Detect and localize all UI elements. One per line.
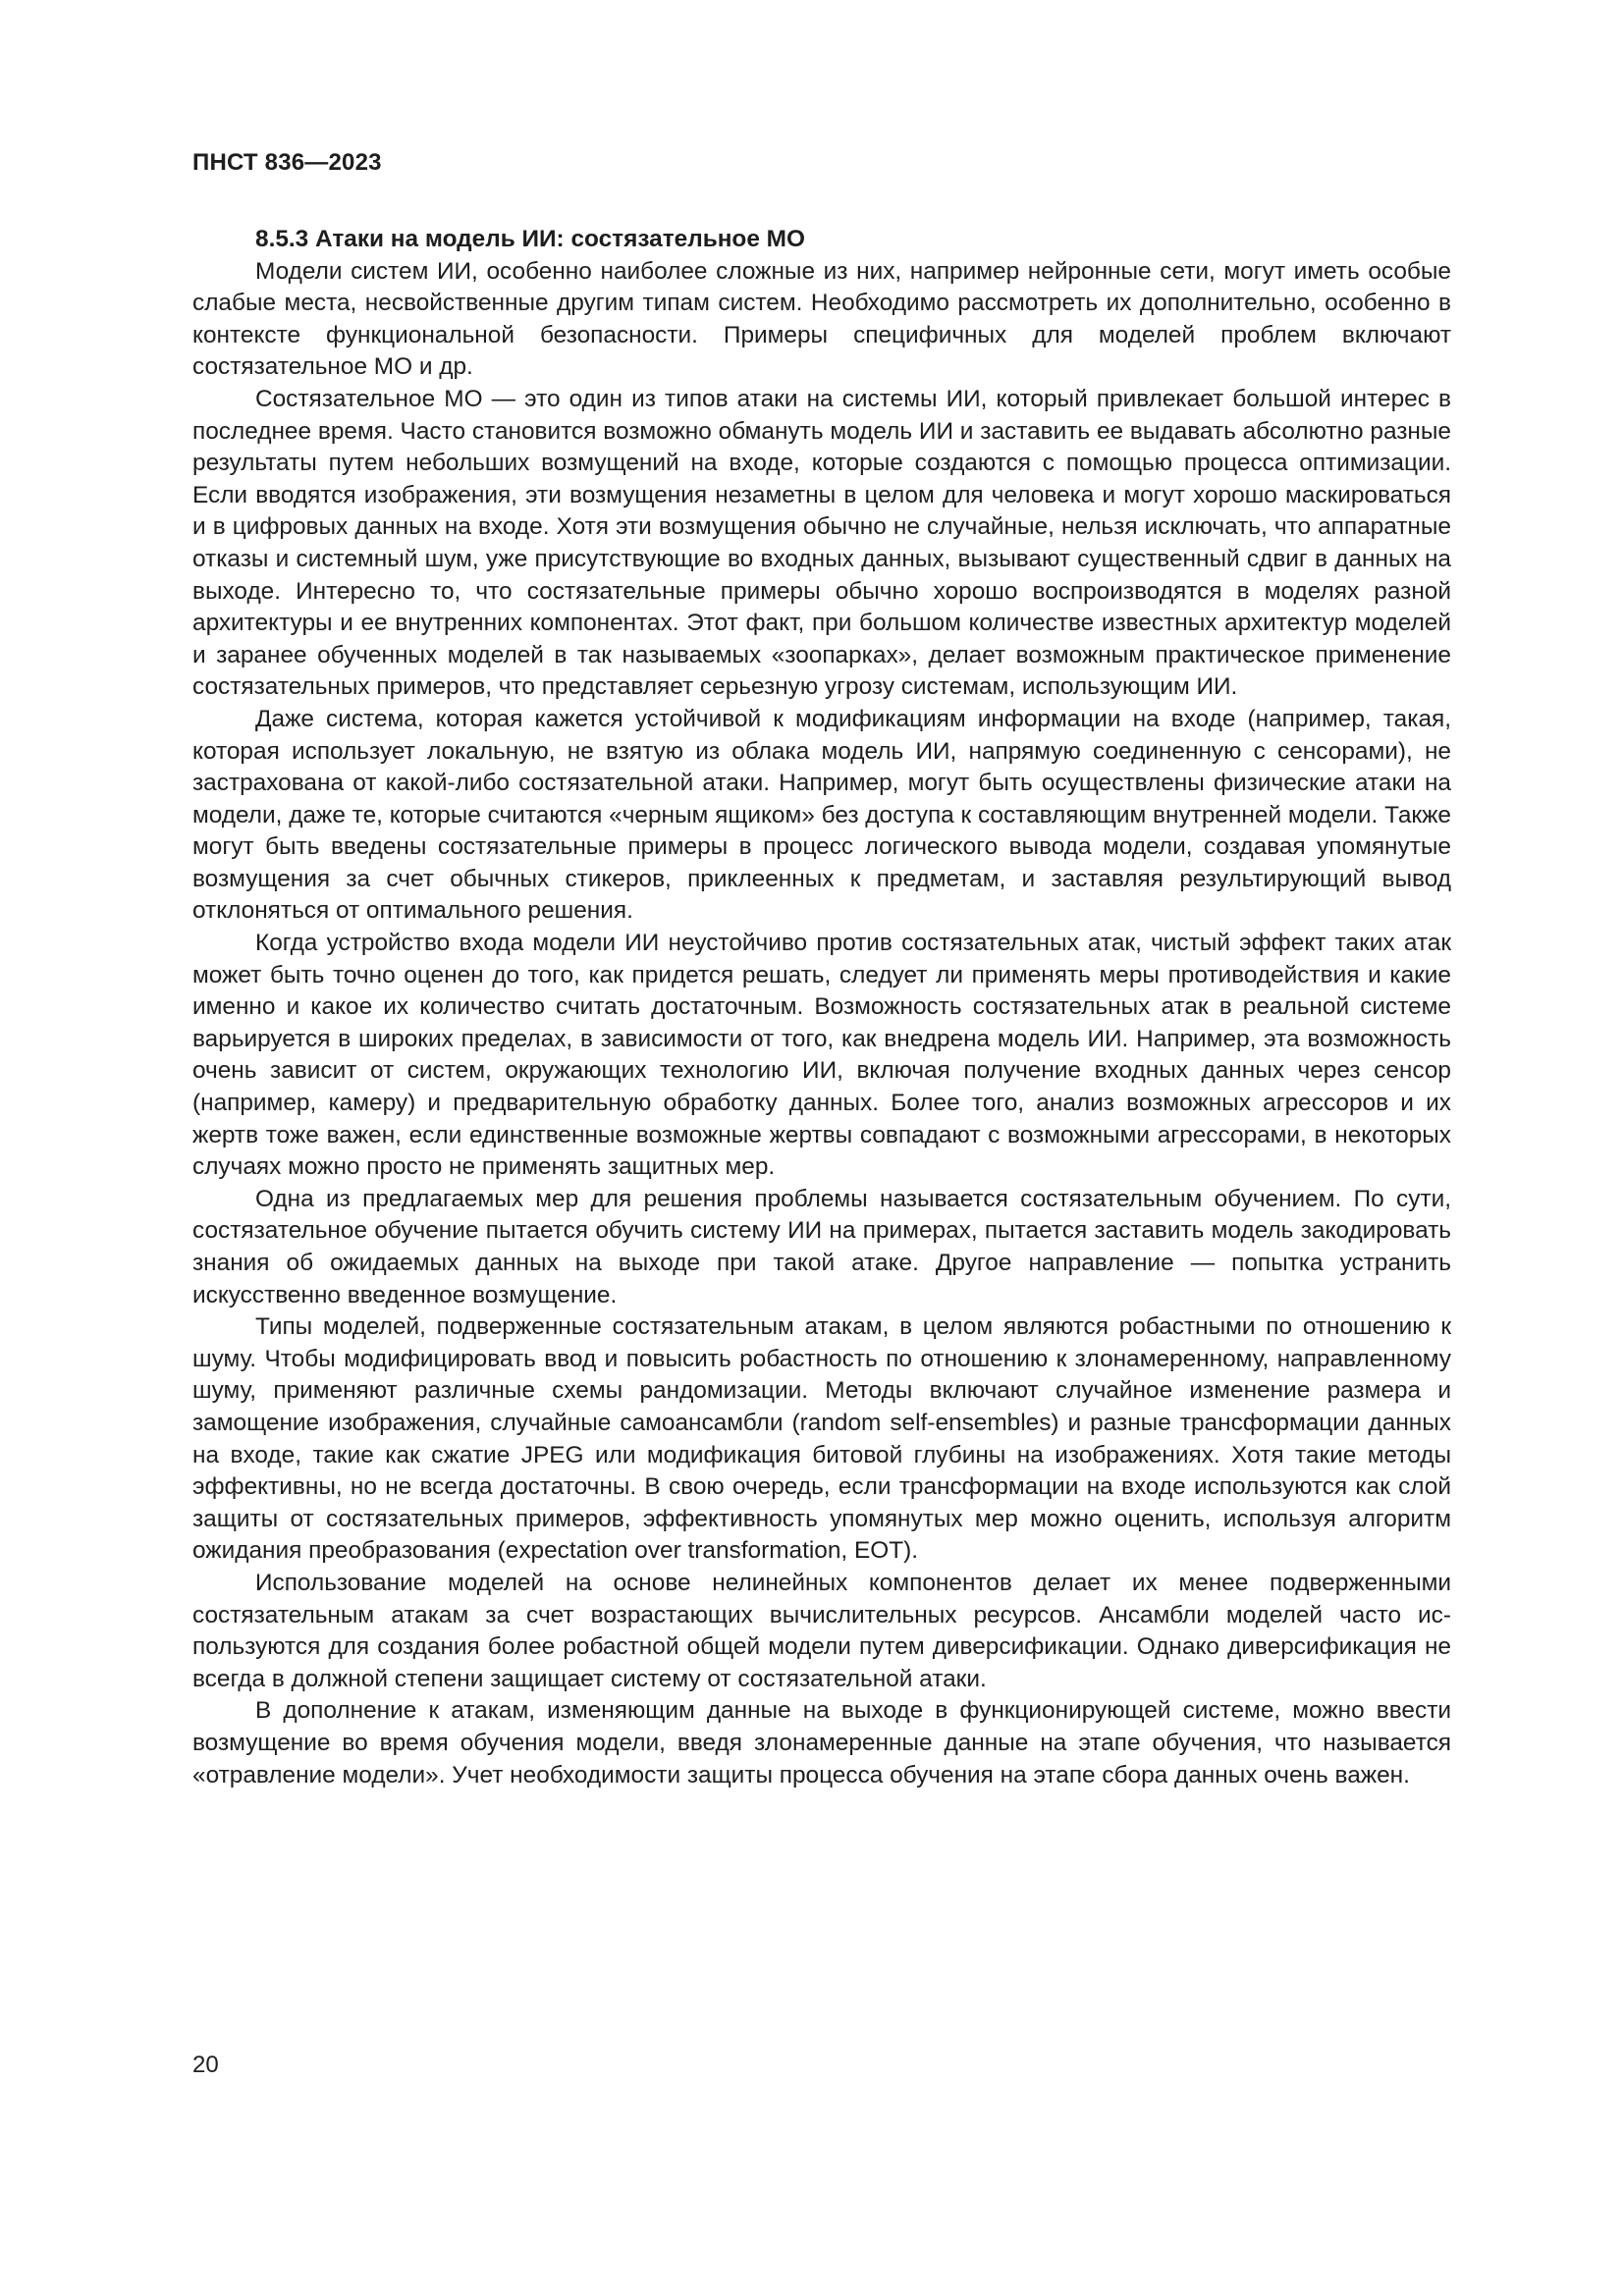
page-number: 20 <box>192 2052 219 2078</box>
paragraph-5: Одна из предлагаемых мер для решения проблемы называется состязательным обучением. По сути, состязательное обучение пытается обучить систему ИИ на примерах, пытается заставить модель закодировать знания об ожидаемых данных на выходе при такой атаке. Другое направление — попытка устранить искусственно введенное возмущение. <box>192 1185 1451 1308</box>
paragraph-2: Состязательное МО — это один из типов атаки на системы ИИ, который привлекает большой интерес в последнее время. Часто становится возможно обмануть модель ИИ и заставить ее выдавать абсолютно разные результаты путем небольших возмущений на входе, которые создаются с помощью процесса оптимизации. Если вводятся изображения, эти возмущения незаметны в целом для человека и могут хорошо маскироваться и в цифровых данных на входе. Хотя эти возмущения обычно не случайные, нельзя исключать, что аппаратные отказы и системный шум, уже присутствующие во входных данных, вызывают существенный сдвиг в данных на выходе. Интересно то, что состязательные примеры обычно хорошо воспроизводятся в моделях разной архитектуры и ее внутренних компонентах. Этот факт, при большом количестве известных архитектур моделей и заранее обученных моделей в так называемых «зоопарках», делает возможным практическое применение состязательных примеров, что представляет серьезную угрозу системам, использующим ИИ. <box>192 385 1451 701</box>
paragraph-7: Использование моделей на основе нелинейных компонентов делает их менее подверженными состязательным атакам за счет возрастающих вычислительных ресурсов. Ансамбли моделей часто используются для создания более робастной общей модели путем диверсификации. Однако диверсификация не всегда в должной степени защищает систему от состязательной атаки. <box>192 1569 1451 1692</box>
paragraph-3: Даже система, которая кажется устойчивой к модификациям информации на входе (например, такая, которая использует локальную, не взятую из облака модель ИИ, напрямую соединенную с сенсорами), не застрахована от какой-либо состязательной атаки. Например, могут быть осуществлены физические атаки на модели, даже те, которые считаются «черным ящиком» без доступа к составляющим внутренней модели. Также могут быть введены состязательные примеры в процесс логического вывода модели, создавая упомянутые возмущения за счет обычных стикеров, приклеенных к предметам, и заставляя результирующий вывод отклоняться от оптимального решения. <box>192 705 1451 925</box>
paragraph-4: Когда устройство входа модели ИИ неустойчиво против состязательных атак, чистый эффект таких атак может быть точно оценен до того, как придется решать, следует ли применять меры противодействия и какие именно и какое их количество считать достаточным. Возможность состязательных атак в реальной системе варьируется в широких пределах, в зависимости от того, как внедрена модель ИИ. Например, эта возможность очень зависит от систем, окружающих технологию ИИ, включая получение входных данных через сенсор (например, камеру) и предварительную обработку данных. Более того, анализ возможных агрессоров и их жертв тоже важен, если единственные возможные жертвы совпадают с возможными агрессорами, в некоторых случаях можно просто не применять защитных мер. <box>192 930 1451 1181</box>
paragraph-8: В дополнение к атакам, изменяющим данные на выходе в функционирующей системе, можно ввести возмущение во время обучения модели, введя злонамеренные данные на этапе обучения, что называется «отравление модели». Учет необходимости защиты процесса обучения на этапе сбора данных очень важен. <box>192 1697 1451 1789</box>
section-body <box>192 224 1451 1791</box>
section-heading: 8.5.3 Атаки на модель ИИ: состязательное МО <box>255 226 805 252</box>
paragraph-6: Типы моделей, подверженные состязательным атакам, в целом являются робастными по отношению к шуму. Чтобы модифицировать ввод и повысить робастность по отношению к злонамеренному, направленному шуму, применяют различные схемы рандомизации. Методы включают случайное изменение размера и замощение изображения, случайные самоансамбли (random self-ensembles) и разные трансформации данных на входе, такие как сжатие JPEG или модификация битовой глубины на изображениях. Хотя такие методы эффективны, но не всегда достаточны. В свою очередь, если трансформации на входе используются как слой защиты от состязательных примеров, эффективность упомянутых мер можно оценить, используя алгоритм ожидания преобразования (expectation over transformation, EOT). <box>192 1313 1451 1565</box>
paragraph-1: Модели систем ИИ, особенно наиболее сложные из них, например нейронные сети, могут иметь особые слабые места, несвойственные другим типам систем. Необходимо рассмотреть их дополнительно, особенно в контексте функциональной безопасности. Примеры специфичных для моделей проблем включают состязательное МО и др. <box>192 257 1451 381</box>
document-code-header: ПНСТ 836—2023 <box>192 149 382 176</box>
